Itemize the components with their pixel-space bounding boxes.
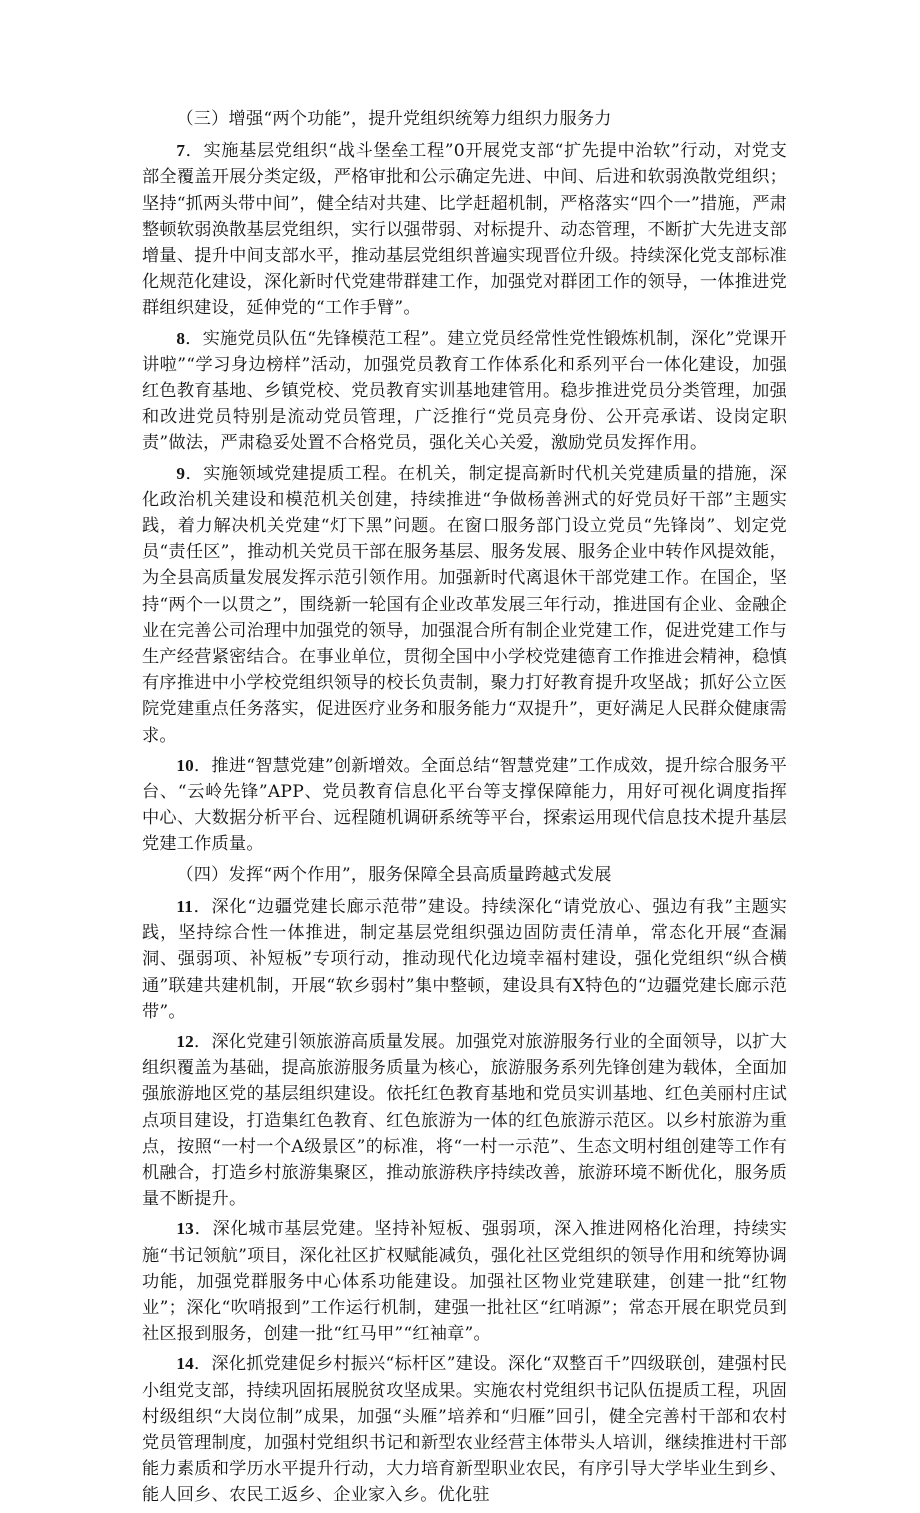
paragraph-9	[142, 461, 787, 749]
paragraph-text: ．实施党员队伍“先锋模范工程”。建立党员经常性党性锻炼机制，深化”党课开讲啦”“学习身边榜样”活动，加强党员教育工作体系化和系列平台一体化建设，加强红色教育基地、乡镇党校、党员教育实训基地建管用。稳步推进党员分类管理，加强和改进党员特别是流动党员管理，广泛推行“党员亮身份、公开亮承诺、设岗定职责”做法，严肃稳妥处置不合格党员，强化关心关爱，激励党员发挥作用。	[142, 328, 787, 454]
item-number: 11	[176, 896, 194, 916]
item-number: 12	[176, 1031, 194, 1051]
item-number: 7	[176, 141, 186, 161]
paragraph-text: ．深化城市基层党建。坚持补短板、强弱项，深入推进网格化治理，持续实施“书记领航”项目，深化社区扩权赋能减负，强化社区党组织的领导作用和统筹协调功能，加强党群服务中心体系功能建设。加强社区物业党建联建，创建一批“红物业”；深化“吹哨报到”工作运行机制，建强一批社区“红哨源”；常态开展在职党员到社区报到服务，创建一批“红马甲”“红袖章”。	[142, 1219, 787, 1345]
paragraph-7	[142, 138, 787, 321]
item-number: 13	[176, 1219, 194, 1239]
item-number: 8	[176, 328, 186, 348]
item-number: 14	[176, 1354, 194, 1374]
paragraph-8	[142, 326, 787, 457]
paragraph-text: ．实施基层党组织“战斗堡垒工程”0开展党支部“扩先提中治软”行动，对党支部全覆盖开展分类定级，严格审批和公示确定先进、中间、后进和软弱涣散党组织；坚持“抓两头带中间”，健全结对共建、比学赶超机制，严格落实“四个一”措施，严肃整顿软弱涣散基层党组织，实行以强带弱、对标提升、动态管理，不断扩大先进支部增量、提升中间支部水平，推动基层党组织普遍实现晋位升级。持续深化党支部标准化规范化建设，深化新时代党建带群建工作，加强党对群团工作的领导，一体推进党群组织建设，延伸党的“工作手臂”。	[142, 141, 787, 319]
paragraph-text: ．推进“智慧党建”创新增效。全面总结“智慧党建”工作成效，提升综合服务平台、“云岭先锋”APP、党员教育信息化平台等支撑保障能力，用好可视化调度指挥中心、大数据分析平台、远程随机调研系统等平台，探索运用现代信息技术提升基层党建工作质量。	[142, 755, 787, 855]
paragraph-text: ．深化党建引领旅游高质量发展。加强党对旅游服务行业的全面领导，以扩大组织覆盖为基础，提高旅游服务质量为核心，旅游服务系列先锋创建为载体，全面加强旅游地区党的基层组织建设。依托红色教育基地和党员实训基地、红色美丽村庄试点项目建设，打造集红色教育、红色旅游为一体的红色旅游示范区。以乡村旅游为重点，按照“一村一个A级景区”的标准，将“一村一示范”、生态文明村组创建等工作有机融合，打造乡村旅游集聚区，推动旅游秩序持续改善，旅游环境不断优化，服务质量不断提升。	[142, 1031, 787, 1210]
paragraph-14	[142, 1351, 787, 1508]
document-page	[142, 106, 787, 1513]
paragraph-11	[142, 894, 787, 1025]
paragraph-13	[142, 1216, 787, 1347]
section-heading-3: （三）增强“两个功能”，提升党组织统筹力组织力服务力	[176, 109, 612, 129]
item-number: 10	[176, 755, 194, 775]
item-number: 9	[176, 463, 186, 483]
paragraph-text: ．实施领域党建提质工程。在机关，制定提高新时代机关党建质量的措施，深化政治机关建设和模范机关创建，持续推进“争做杨善洲式的好党员好干部”主题实践，着力解决机关党建“灯下黑”问题。在窗口服务部门设立党员“先锋岗”、划定党员“责任区”，推动机关党员干部在服务基层、服务发展、服务企业中转作风提效能，为全县高质量发展发挥示范引领作用。加强新时代离退休干部党建工作。在国企，坚持“两个一以贯之”，围绕新一轮国有企业改革发展三年行动，推进国有企业、金融企业在完善公司治理中加强党的领导，加强混合所有制企业党建工作，促进党建工作与生产经营紧密结合。在事业单位，贯彻全国中小学校党建德育工作推进会精神，稳慎有序推进中小学校党组织领导的校长负责制，聚力打好教育提升攻坚战；抓好公立医院党建重点任务落实，促进医疗业务和服务能力“双提升”，更好满足人民群众健康需求。	[142, 463, 787, 746]
paragraph-text: ．深化“边疆党建长廊示范带”建设。持续深化“请党放心、强边有我”主题实践，坚持综合性一体推进，制定基层党组织强边固防责任清单，常态化开展“查漏洞、强弱项、补短板”专项行动，推动现代化边境幸福村建设，强化党组织“纵合横通”联建共建机制，开展“软乡弱村”集中整顿，建设具有X特色的“边疆党建长廊示范带”。	[142, 896, 787, 1022]
paragraph-text: ．深化抓党建促乡村振兴“标杆区”建设。深化“双整百千”四级联创，建强村民小组党支部，持续巩固拓展脱贫攻坚成果。实施农村党组织书记队伍提质工程，巩固村级组织“大岗位制”成果，加强“头雁”培养和“归雁”回引，健全完善村干部和农村党员管理制度，加强村党组织书记和新型农业经营主体带头人培训，继续推进村干部能力素质和学历水平提升行动，大力培育新型职业农民，有序引导大学毕业生到乡、能人回乡、农民工返乡、企业家入乡。优化驻	[142, 1354, 787, 1506]
section-heading-4: （四）发挥“两个作用”，服务保障全县高质量跨越式发展	[176, 864, 612, 885]
paragraph-10	[142, 753, 787, 858]
paragraph-12	[142, 1029, 787, 1212]
